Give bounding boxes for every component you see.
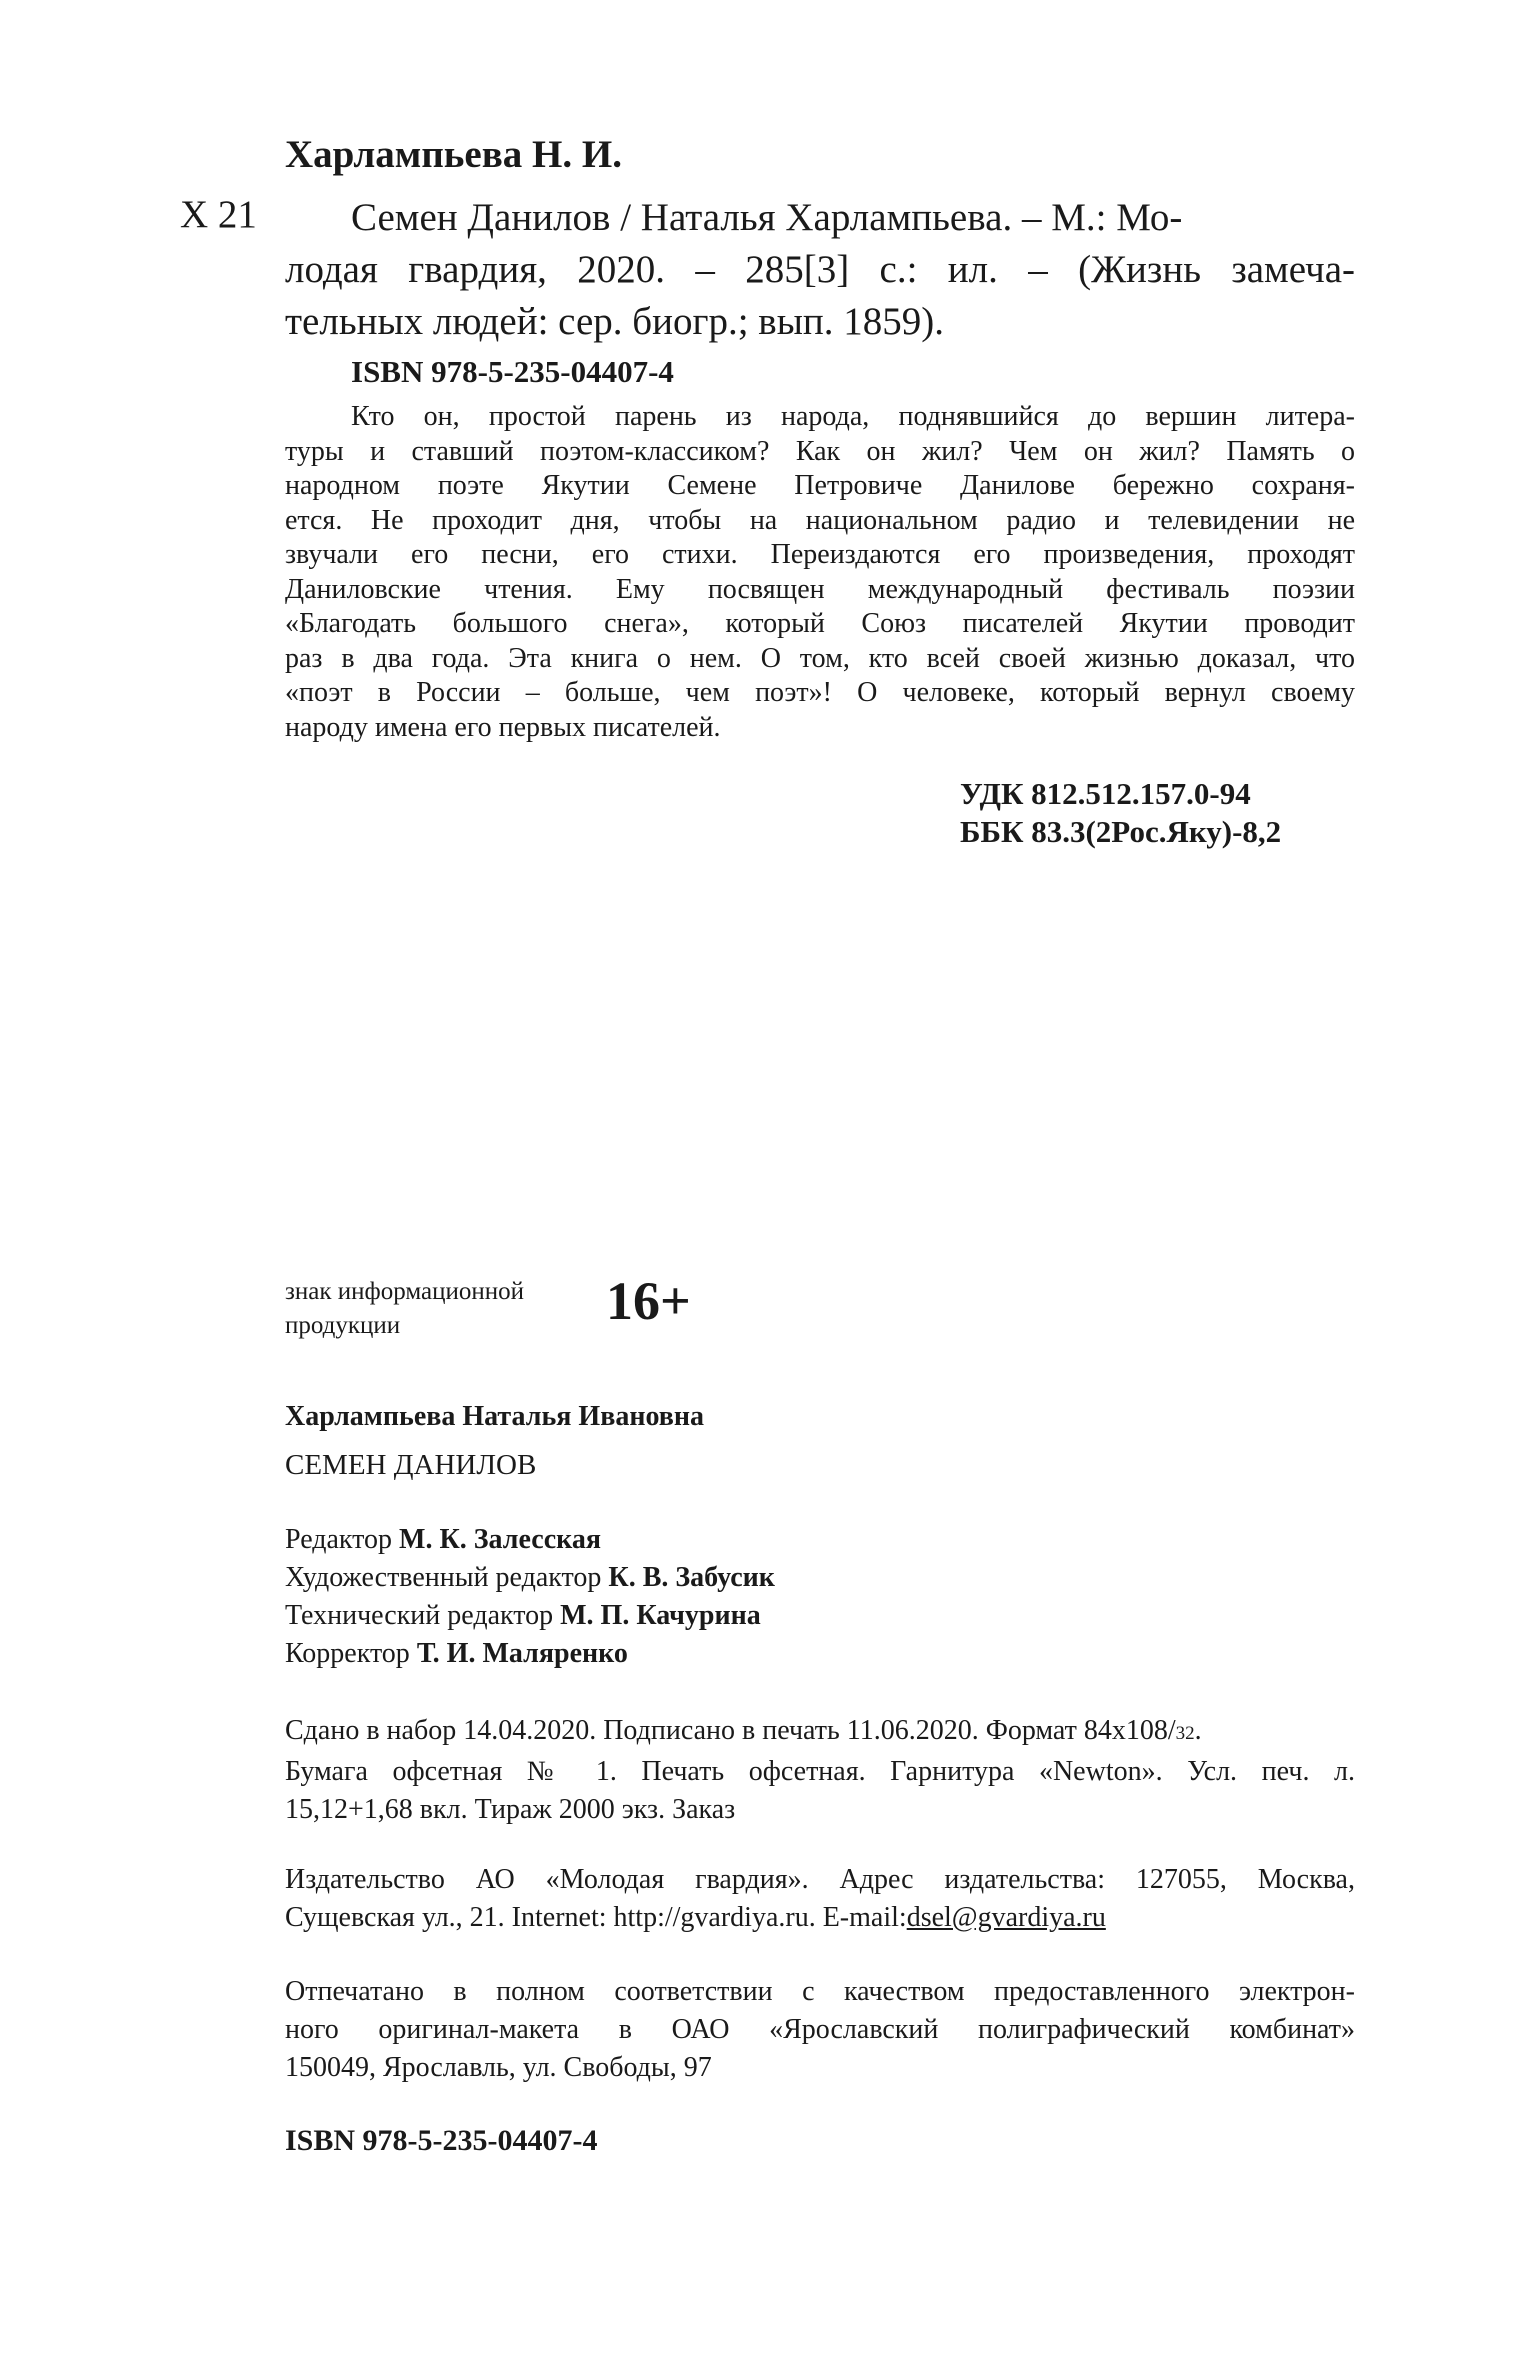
isbn-imprint: ISBN 978-5-235-04407-4: [285, 2124, 598, 2157]
age-rating: 16+: [606, 1271, 691, 1331]
annotation-line: раз в два года. Эта книга о нем. О том, кто всей своей жизнью доказал, что: [285, 642, 1355, 674]
credit-name: М. К. Залесская: [399, 1524, 601, 1555]
age-sign-label-line: продукции: [285, 1312, 401, 1339]
annotation-line: «Благодать большого снега», который Союз писателей Якутии проводит: [285, 608, 1355, 639]
age-sign-label-line: знак информационной: [285, 1278, 524, 1305]
annotation: [285, 400, 1355, 745]
author-sign-code: Х 21: [180, 193, 257, 236]
credit-name: Т. И. Маляренко: [416, 1638, 628, 1669]
printer-info: [285, 1973, 1355, 2087]
annotation-line: народу имена его первых писателей.: [285, 711, 721, 743]
author-heading: Харлампьева Н. И.: [285, 133, 622, 176]
printer-line: ного оригинал-макета в ОАО «Ярославский полиграфический комбинат»: [285, 2014, 1355, 2045]
print-data-end: .: [1194, 1715, 1202, 1746]
author-full-name: Харлампьева Наталья Ивановна: [285, 1401, 705, 1432]
credit-role: Корректор: [285, 1638, 417, 1669]
credit-role: Технический редактор: [285, 1600, 561, 1631]
print-data-text: Сдано в набор 14.04.2020. Подписано в печать 11.06.2020. Формат 84х108/: [285, 1715, 1176, 1746]
book-title: СЕМЕН ДАНИЛОВ: [285, 1449, 537, 1481]
format-denominator: 32: [1175, 1723, 1195, 1744]
publisher-address: Сущевская ул., 21. Internet: http://gvardiya.ru. E-mail:: [285, 1902, 907, 1933]
annotation-line: туры и ставший поэтом-классиком? Как он жил? Чем он жил? Память о: [285, 435, 1355, 467]
credit-role: Редактор: [285, 1524, 400, 1555]
annotation-line: звучали его песни, его стихи. Переиздаются его произведения, проходят: [285, 539, 1355, 570]
publisher-line: Издательство АО «Молодая гвардия». Адрес издательства: 127055, Москва,: [285, 1864, 1355, 1895]
credit-line: [285, 1521, 1355, 1559]
print-data: [285, 1712, 1355, 1829]
bib-line: тельных людей: сер. биогр.; вып. 1859).: [285, 300, 945, 343]
udk-code: УДК 812.512.157.0-94: [960, 776, 1251, 811]
annotation-line: Даниловские чтения. Ему посвящен международный фестиваль поэзии: [285, 573, 1355, 605]
print-data-line: [285, 1712, 1355, 1753]
credit-line: [285, 1559, 1355, 1597]
credit-role: Художественный редактор: [285, 1562, 609, 1593]
bbk-code: ББК 83.3(2Рос.Яку)-8,2: [960, 814, 1282, 849]
bib-line: Семен Данилов / Наталья Харлампьева. – М.: Мо-: [351, 196, 1183, 239]
printer-line: Отпечатано в полном соответствии с качеством предоставленного электрон-: [285, 1976, 1355, 2007]
annotation-line: ется. Не проходит дня, чтобы на национальном радио и телевидении не: [285, 504, 1355, 536]
publisher-email-link[interactable]: dsel@gvardiya.ru: [906, 1902, 1106, 1933]
bib-line: лодая гвардия, 2020. – 285[3] с.: ил. – (Жизнь замеча-: [285, 248, 1355, 291]
publisher-info: [285, 1861, 1355, 1937]
credit-name: М. П. Качурина: [560, 1600, 761, 1631]
bibliographic-description: [285, 192, 1355, 348]
age-sign-label: [285, 1275, 524, 1343]
annotation-line: Кто он, простой парень из народа, поднявшийся до вершин литера-: [351, 401, 1355, 432]
publisher-line: [285, 1899, 1355, 1937]
credits: [285, 1521, 1355, 1673]
credit-name: К. В. Забусик: [608, 1562, 775, 1593]
print-data-line: Бумага офсетная № 1. Печать офсетная. Гарнитура «Newton». Усл. печ. л.: [285, 1756, 1355, 1787]
credit-line: [285, 1597, 1355, 1635]
annotation-line: «поэт в России – больше, чем поэт»! О человеке, который вернул своему: [285, 677, 1355, 708]
printer-line: 150049, Ярославль, ул. Свободы, 97: [285, 2052, 712, 2083]
credit-line: [285, 1635, 1355, 1673]
print-data-line: 15,12+1,68 вкл. Тираж 2000 экз. Заказ: [285, 1794, 736, 1825]
classification-codes: [960, 775, 1355, 851]
annotation-line: народном поэте Якутии Семене Петровиче Данилове бережно сохраня-: [285, 470, 1355, 501]
isbn-catalog: ISBN 978-5-235-04407-4: [351, 354, 674, 389]
